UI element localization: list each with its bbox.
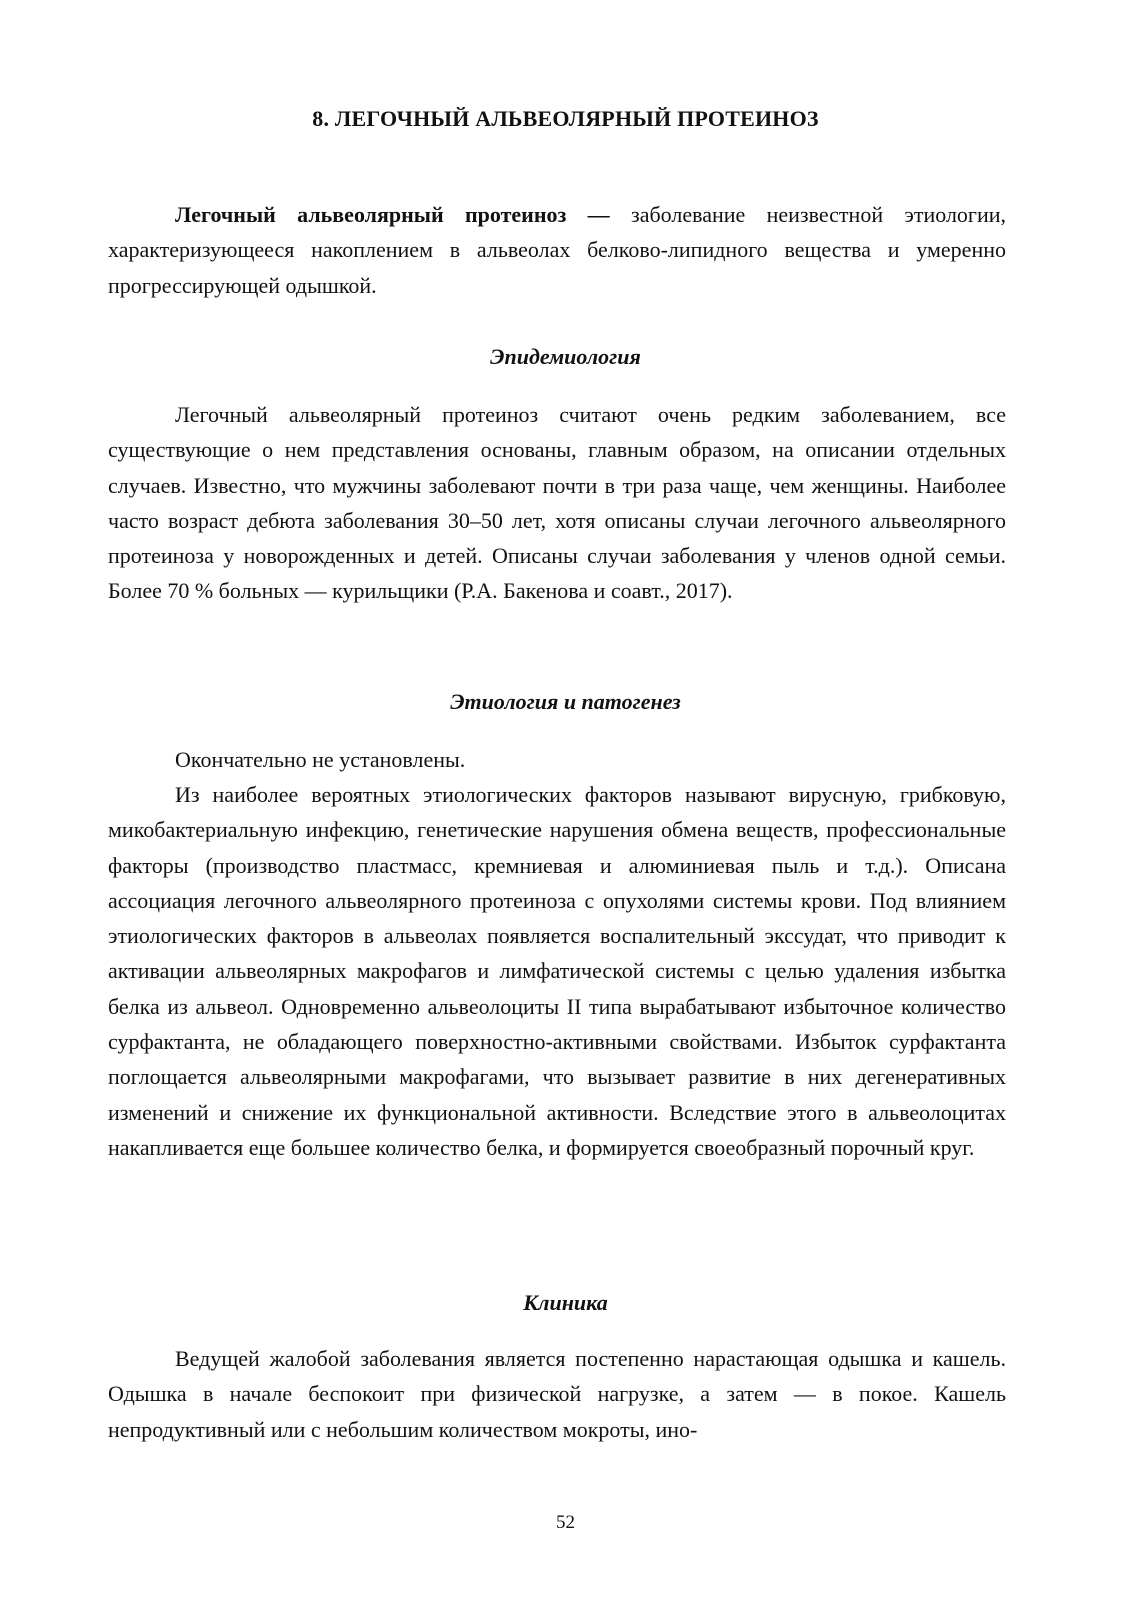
definition-term: Легочный альвеолярный протеиноз —	[175, 202, 610, 227]
chapter-title: 8. ЛЕГОЧНЫЙ АЛЬВЕОЛЯРНЫЙ ПРОТЕИНОЗ	[312, 106, 819, 131]
section-heading-clinic: Клиника	[523, 1290, 608, 1315]
definition-text: заболевание неизвестной этиологии, характеризующееся накоплением в альвеолах белково-липидного вещества и умеренно прогрессирующей одышкой.	[108, 202, 1006, 298]
etiology-section	[108, 742, 1006, 1165]
definition-paragraph	[108, 197, 1006, 303]
clinic-paragraph: Ведущей жалобой заболевания является постепенно нарастающая одышка и кашель. Одышка в начале беспокоит при физической нагрузке, а затем — в покое. Кашель непродуктивный или с небольшим количеством мокроты, ино-	[108, 1346, 1006, 1442]
page-number: 52	[556, 1512, 575, 1533]
epidemiology-paragraph: Легочный альвеолярный протеиноз считают очень редким заболеванием, все существующие о нем представления основаны, главным образом, на описании отдельных случаев. Известно, что мужчины заболевают почти в три раза чаще, чем женщины. Наиболее часто возраст дебюта заболевания 30–50 лет, хотя описаны случаи легочного альвеолярного протеиноза у новорожденных и детей. Описаны случаи заболевания у членов одной семьи. Более 70 % больных — курильщики (Р.А. Бакенова и соавт., 2017).	[108, 402, 1006, 604]
section-heading-epidemiology: Эпидемиология	[490, 344, 641, 369]
section-heading-etiology: Этиология и патогенез	[450, 689, 681, 714]
etiology-paragraph-2: Из наиболее вероятных этиологических факторов называют вирусную, грибковую, микобактериальную инфекцию, генетические нарушения обмена веществ, профессиональные факторы (производство пластмасс, кремниевая и алюминиевая пыль и т.д.). Описана ассоциация легочного альвеолярного протеиноза с опухолями системы крови. Под влиянием этиологических факторов в альвеолах появляется воспалительный экссудат, что приводит к активации альвеолярных макрофагов и лимфатической системы с целью удаления избытка белка из альвеол. Одновременно альвеолоциты II типа вырабатывают избыточное количество сурфактанта, не обладающего поверхностно-активными свойствами. Избыток сурфактанта поглощается альвеолярными макрофагами, что вызывает развитие в них дегенеративных изменений и снижение их функциональной активности. Вследствие этого в альвеолоцитах накапливается еще большее количество белка, и формируется своеобразный порочный круг.	[108, 782, 1006, 1160]
clinic-section	[108, 1341, 1006, 1447]
epidemiology-section	[108, 397, 1006, 609]
etiology-paragraph-1: Окончательно не установлены.	[175, 747, 466, 772]
